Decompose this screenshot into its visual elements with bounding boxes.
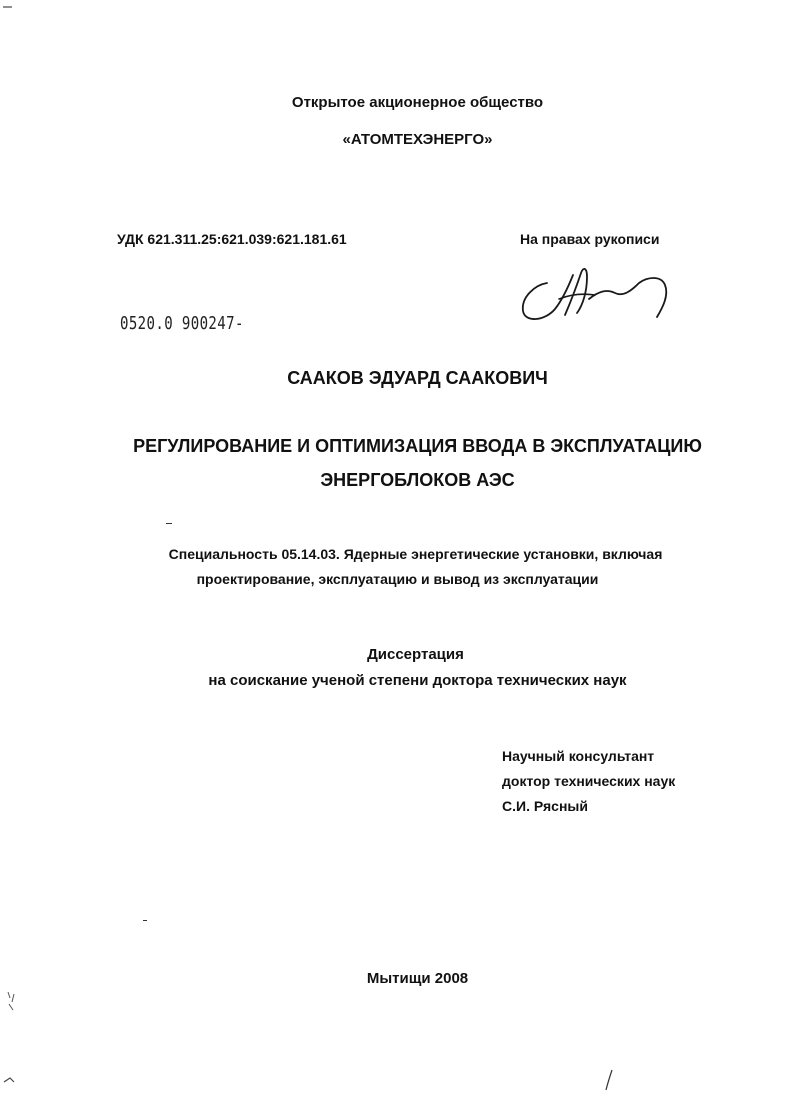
scan-mark bbox=[4, 990, 20, 1012]
manuscript-rights-note: На правах рукописи bbox=[520, 231, 660, 247]
scan-speck bbox=[143, 920, 147, 921]
consultant-name: С.И. Рясный bbox=[502, 798, 588, 814]
scan-speck bbox=[166, 523, 172, 524]
city-and-year: Мытищи 2008 bbox=[366, 970, 469, 987]
udk-code: УДК 621.311.25:621.039:621.181.61 bbox=[117, 231, 347, 247]
specialty-line-2: проектирование, эксплуатацию и вывод из эксплуатации bbox=[196, 571, 599, 587]
specialty-line-1: Специальность 05.14.03. Ядерные энергетические установки, включая bbox=[168, 546, 663, 562]
degree-sought: на соискание ученой степени доктора технических наук bbox=[208, 672, 627, 689]
scan-mark bbox=[2, 2, 14, 10]
signature-icon bbox=[515, 255, 675, 330]
thesis-title-line-1: РЕГУЛИРОВАНИЕ И ОПТИМИЗАЦИЯ ВВОДА В ЭКСПЛУАТАЦИЮ bbox=[133, 436, 702, 456]
scan-mark bbox=[600, 1068, 620, 1092]
consultant-role: Научный консультант bbox=[502, 748, 655, 764]
scan-mark bbox=[2, 1074, 16, 1086]
archive-stamp-number: 0520.0 900247- bbox=[120, 313, 244, 334]
consultant-degree: доктор технических наук bbox=[502, 773, 676, 789]
thesis-title-line-2: ЭНЕРГОБЛОКОВ АЭС bbox=[320, 470, 515, 490]
organization-type: Открытое акционерное общество bbox=[291, 94, 544, 111]
organization-name: «АТОМТЕХЭНЕРГО» bbox=[342, 131, 493, 148]
author-name: СААКОВ ЭДУАРД СААКОВИЧ bbox=[287, 368, 548, 388]
document-type: Диссертация bbox=[367, 646, 464, 663]
